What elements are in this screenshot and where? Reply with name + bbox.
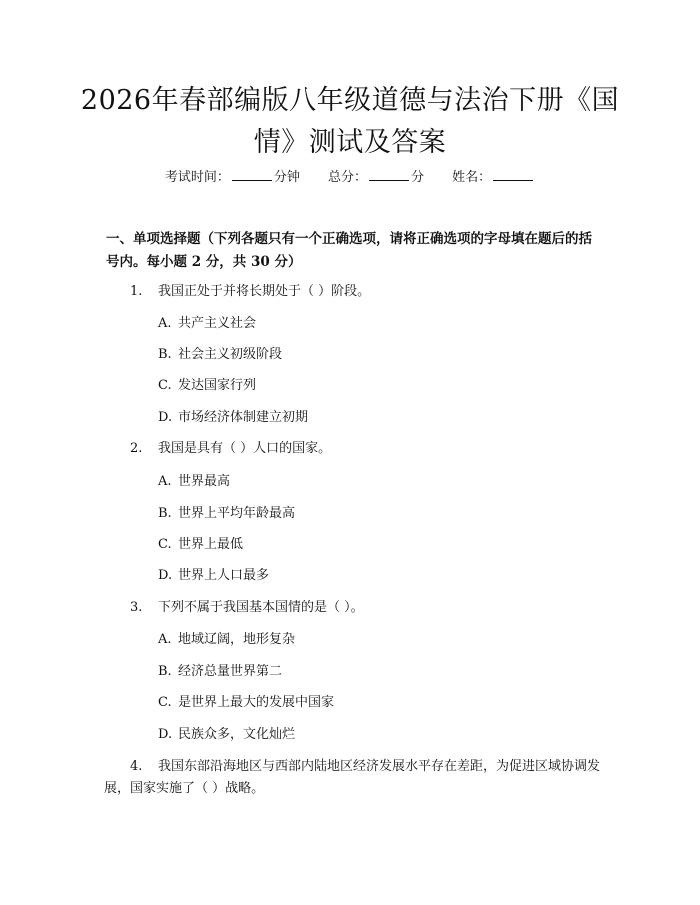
- option-label: A.: [158, 632, 172, 647]
- question-number: 2.: [130, 441, 143, 456]
- option-label: A.: [158, 316, 172, 331]
- option-label: C.: [158, 695, 172, 710]
- option-text: 民族众多，文化灿烂: [178, 727, 296, 742]
- option-text: 经济总量世界第二: [178, 664, 283, 679]
- option-text: 市场经济体制建立初期: [178, 410, 309, 425]
- score-unit: 分: [411, 170, 425, 185]
- time-blank[interactable]: [232, 168, 272, 181]
- option-1d: [158, 408, 308, 428]
- question-1: [130, 281, 600, 303]
- option-label: D.: [158, 568, 173, 583]
- question-3: [130, 597, 600, 619]
- section-title: 一、单项选择题（下列各题只有一个正确选项，请将正确选项的字母填在题后的括号内。每小题 2 分，共 30 分）: [106, 231, 592, 270]
- option-text: 世界上最低: [178, 537, 244, 552]
- score-blank[interactable]: [369, 168, 409, 181]
- question-text: 我国东部沿海地区与西部内陆地区经济发展水平存在差距，为促进区域协调发展，国家实施了（ ）战略。: [104, 759, 601, 796]
- option-label: C.: [158, 537, 172, 552]
- option-text: 发达国家行列: [178, 378, 257, 393]
- option-3b: [158, 662, 282, 682]
- option-1b: [158, 345, 282, 365]
- exam-score: [328, 168, 424, 188]
- option-label: D.: [158, 727, 173, 742]
- option-2b: [158, 504, 295, 524]
- option-2d: [158, 566, 269, 586]
- question-2: [130, 438, 600, 460]
- option-text: 世界最高: [178, 474, 231, 489]
- option-1c: [158, 376, 256, 396]
- exam-time: [165, 168, 300, 188]
- option-text: 世界上平均年龄最高: [178, 506, 296, 521]
- option-text: 世界上人口最多: [178, 568, 270, 583]
- option-text: 地域辽阔，地形复杂: [178, 632, 296, 647]
- option-1a: [158, 314, 256, 334]
- exam-name: [452, 168, 535, 188]
- option-2a: [158, 472, 230, 492]
- question-number: 1.: [130, 284, 143, 299]
- question-text: 下列不属于我国基本国情的是（ ）。: [158, 600, 364, 615]
- option-label: A.: [158, 474, 172, 489]
- option-label: D.: [158, 410, 173, 425]
- name-label: 姓名：: [452, 170, 492, 185]
- exam-info: [0, 168, 700, 188]
- question-4: [104, 756, 600, 800]
- question-number: 4.: [130, 759, 143, 774]
- question-text: 我国正处于并将长期处于（ ）阶段。: [158, 284, 371, 299]
- question-number: 3.: [130, 600, 143, 615]
- option-text: 是世界上最大的发展中国家: [178, 695, 335, 710]
- option-3c: [158, 693, 334, 713]
- name-blank[interactable]: [493, 168, 533, 181]
- option-2c: [158, 535, 243, 555]
- option-text: 共产主义社会: [178, 316, 257, 331]
- option-text: 社会主义初级阶段: [178, 347, 283, 362]
- question-text: 我国是具有（ ）人口的国家。: [158, 441, 332, 456]
- time-unit: 分钟: [273, 170, 300, 185]
- option-3d: [158, 725, 295, 745]
- option-label: B.: [158, 506, 172, 521]
- score-label: 总分：: [327, 170, 367, 185]
- option-3a: [158, 630, 295, 650]
- option-label: C.: [158, 378, 172, 393]
- option-label: B.: [158, 664, 172, 679]
- time-label: 考试时间：: [164, 170, 230, 185]
- option-label: B.: [158, 347, 172, 362]
- document-title: 2026年春部编版八年级道德与法治下册《国情》测试及答案: [80, 85, 620, 158]
